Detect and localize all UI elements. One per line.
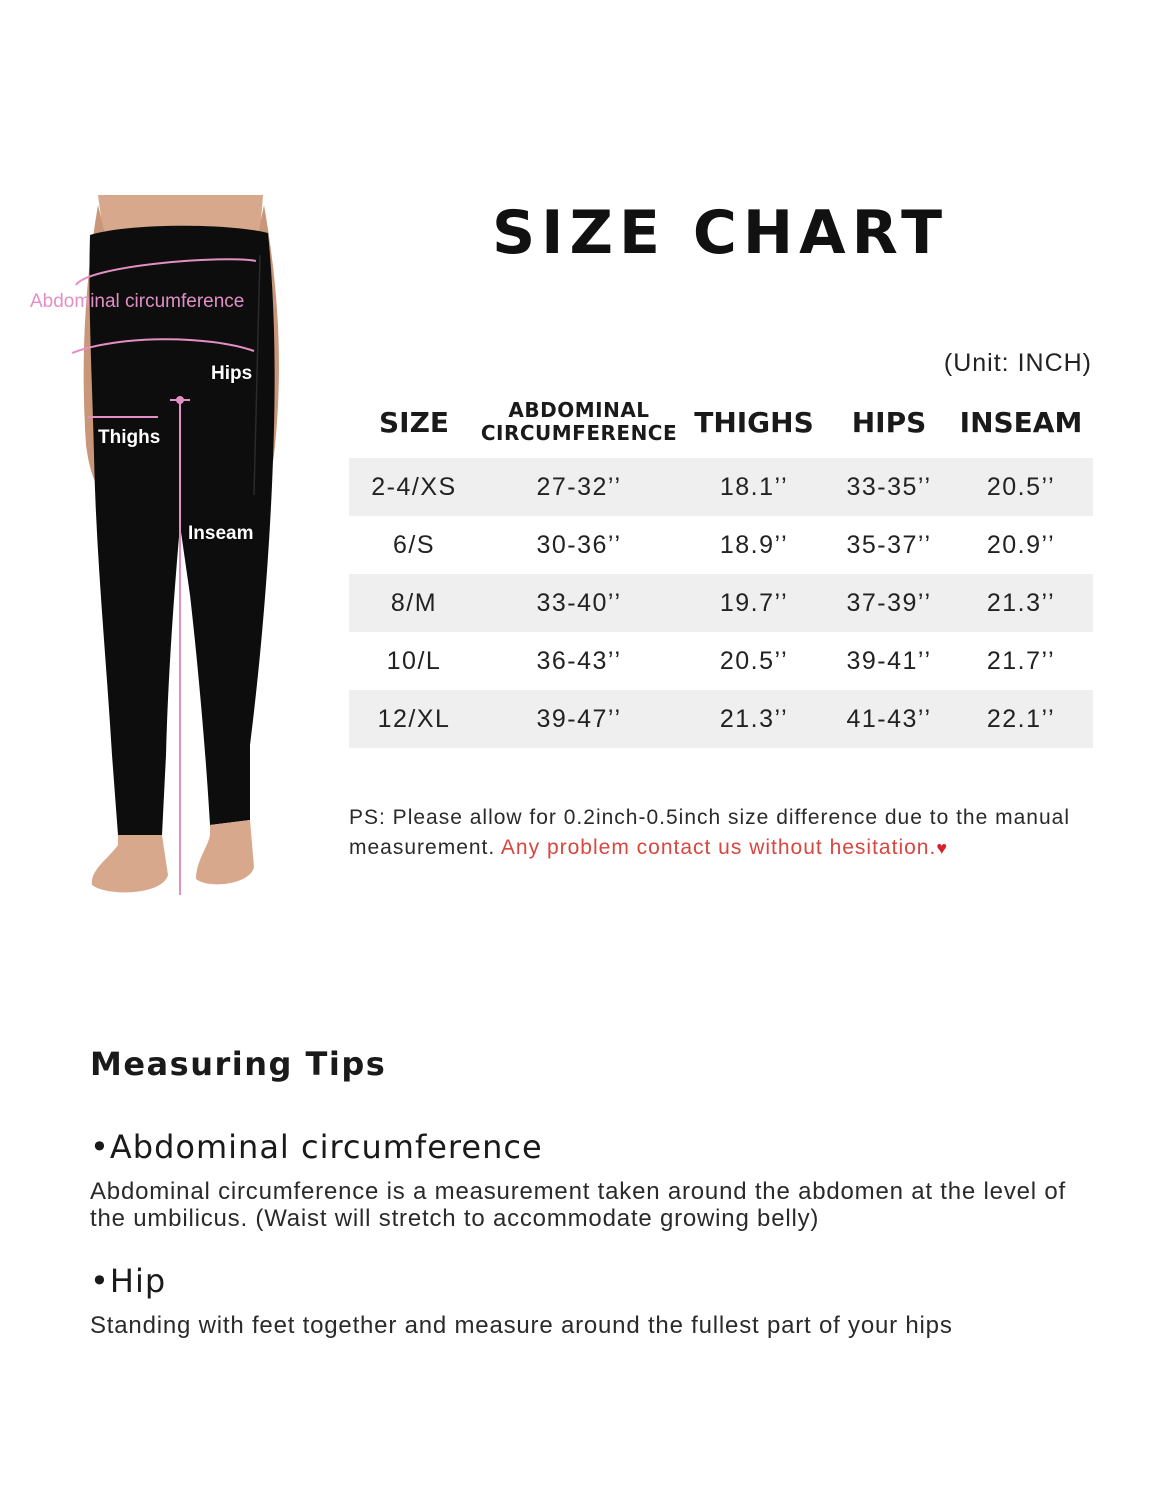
table-row (349, 632, 1093, 690)
tip-body-hip: Standing with feet together and measure around the fullest part of your hips (90, 1312, 953, 1339)
header-thighs: THIGHS (694, 405, 814, 439)
size-chart-title: SIZE CHART (491, 198, 949, 268)
cell-size: 6/S (392, 530, 436, 559)
cell-abdominal: 30-36’’ (536, 530, 622, 559)
table-row (349, 574, 1093, 632)
cell-thighs: 20.5’’ (719, 646, 789, 675)
cell-inseam: 21.3’’ (949, 574, 1093, 632)
tip-heading-abdominal: •Abdominal circumference (90, 1128, 543, 1166)
cell-inseam: 22.1’’ (949, 690, 1093, 748)
cell-thighs: 21.3’’ (679, 690, 829, 748)
measuring-tips-title: Measuring Tips (90, 1045, 387, 1083)
tolerance-note-text: PS: Please allow for 0.2inch-0.5inch size difference due to the manual measurement. (349, 806, 1070, 859)
cell-hips: 41-43’’ (829, 690, 949, 748)
table-header-row (349, 386, 1093, 458)
cell-size: 12/XL (349, 690, 479, 748)
cell-size: 8/M (349, 574, 479, 632)
header-inseam: INSEAM (959, 405, 1083, 439)
model-figure (28, 195, 313, 905)
cell-thighs: 19.7’’ (679, 574, 829, 632)
inseam-annotation: Inseam (188, 523, 254, 544)
tip-heading-hip: •Hip (90, 1262, 167, 1300)
abdominal-annotation: Abdominal circumference (30, 291, 245, 312)
cell-abdominal: 27-32’’ (479, 458, 679, 516)
table-row (349, 516, 1093, 574)
table-row (349, 690, 1093, 748)
header-size: SIZE (378, 405, 449, 439)
cell-inseam: 20.9’’ (986, 530, 1056, 559)
header-abdominal (479, 386, 679, 458)
cell-size: 2-4/XS (349, 458, 479, 516)
size-table (349, 386, 1093, 748)
table-row (349, 458, 1093, 516)
unit-label: (Unit: INCH) (943, 349, 1092, 377)
heart-icon: ♥ (936, 838, 948, 858)
hips-annotation: Hips (211, 363, 253, 384)
cell-inseam: 20.5’’ (949, 458, 1093, 516)
cell-inseam: 21.7’’ (986, 646, 1056, 675)
tip-body-abdominal: Abdominal circumference is a measurement taken around the abdomen at the level of the umbilicus. (Waist will stretch to accommodate growing belly) (90, 1178, 1066, 1232)
cell-abdominal: 36-43’’ (536, 646, 622, 675)
header-hips: HIPS (851, 405, 927, 439)
cell-thighs: 18.1’’ (679, 458, 829, 516)
cell-thighs: 18.9’’ (719, 530, 789, 559)
cell-abdominal: 39-47’’ (479, 690, 679, 748)
cell-hips: 35-37’’ (846, 530, 932, 559)
cell-abdominal: 33-40’’ (479, 574, 679, 632)
header-abdominal-line1: ABDOMINAL (508, 398, 650, 422)
thighs-annotation: Thighs (98, 427, 161, 448)
tolerance-note (349, 803, 1109, 863)
header-abdominal-line2: CIRCUMFERENCE (480, 421, 678, 445)
cell-size: 10/L (386, 646, 442, 675)
cell-hips: 37-39’’ (829, 574, 949, 632)
cell-hips: 39-41’’ (846, 646, 932, 675)
cell-hips: 33-35’’ (829, 458, 949, 516)
contact-note: Any problem contact us without hesitation. (500, 836, 937, 859)
